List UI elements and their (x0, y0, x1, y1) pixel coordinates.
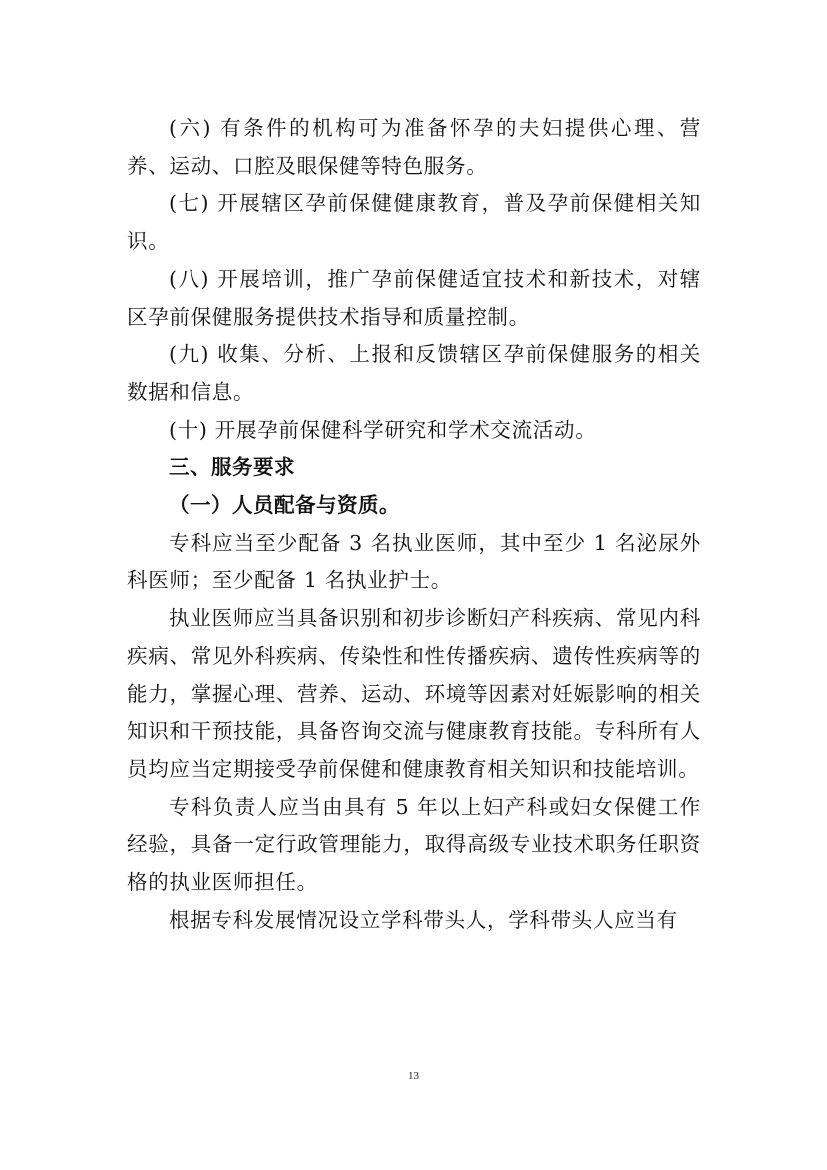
page-number: 13 (408, 1070, 419, 1082)
paragraph-item-7: (七) 开展辖区孕前保健健康教育，普及孕前保健相关知识。 (127, 191, 701, 254)
paragraph-item-10: (十) 开展孕前保健科学研究和学术交流活动。 (169, 417, 597, 442)
section-heading-service-requirements: 三、服务要求 (169, 455, 295, 480)
document-body (127, 110, 701, 939)
paragraph-physician-abilities: 执业医师应当具备识别和初步诊断妇产科疾病、常见内科疾病、常见外科疾病、传染性和性传播疾病、遗传性疾病等的能力，掌握心理、营养、运动、环境等因素对妊娠影响的相关知识和干预技能，具备咨询交流与健康教育技能。专科所有人员均应当定期接受孕前保健和健康教育相关知识和技能培训。 (127, 606, 701, 781)
paragraph-discipline-leader: 根据专科发展情况设立学科带头人，学科带头人应当有 (169, 907, 678, 932)
paragraph-item-6: (六) 有条件的机构可为准备怀孕的夫妇提供心理、营养、运动、口腔及眼保健等特色服务。 (127, 116, 701, 178)
paragraph-staff-numbers: 专科应当至少配备 3 名执业医师，其中至少 1 名泌尿外科医师；至少配备 1 名执业护士。 (127, 530, 701, 593)
paragraph-item-9: (九) 收集、分析、上报和反馈辖区孕前保健服务的相关数据和信息。 (127, 342, 701, 404)
subsection-heading-staffing: （一）人员配备与资质。 (169, 493, 400, 518)
paragraph-item-8: (八) 开展培训，推广孕前保健适宜技术和新技术，对辖区孕前保健服务提供技术指导和质量控制。 (127, 266, 701, 329)
paragraph-department-head: 专科负责人应当由具有 5 年以上妇产科或妇女保健工作经验，具备一定行政管理能力，取得高级专业技术职务任职资格的执业医师担任。 (127, 794, 701, 895)
